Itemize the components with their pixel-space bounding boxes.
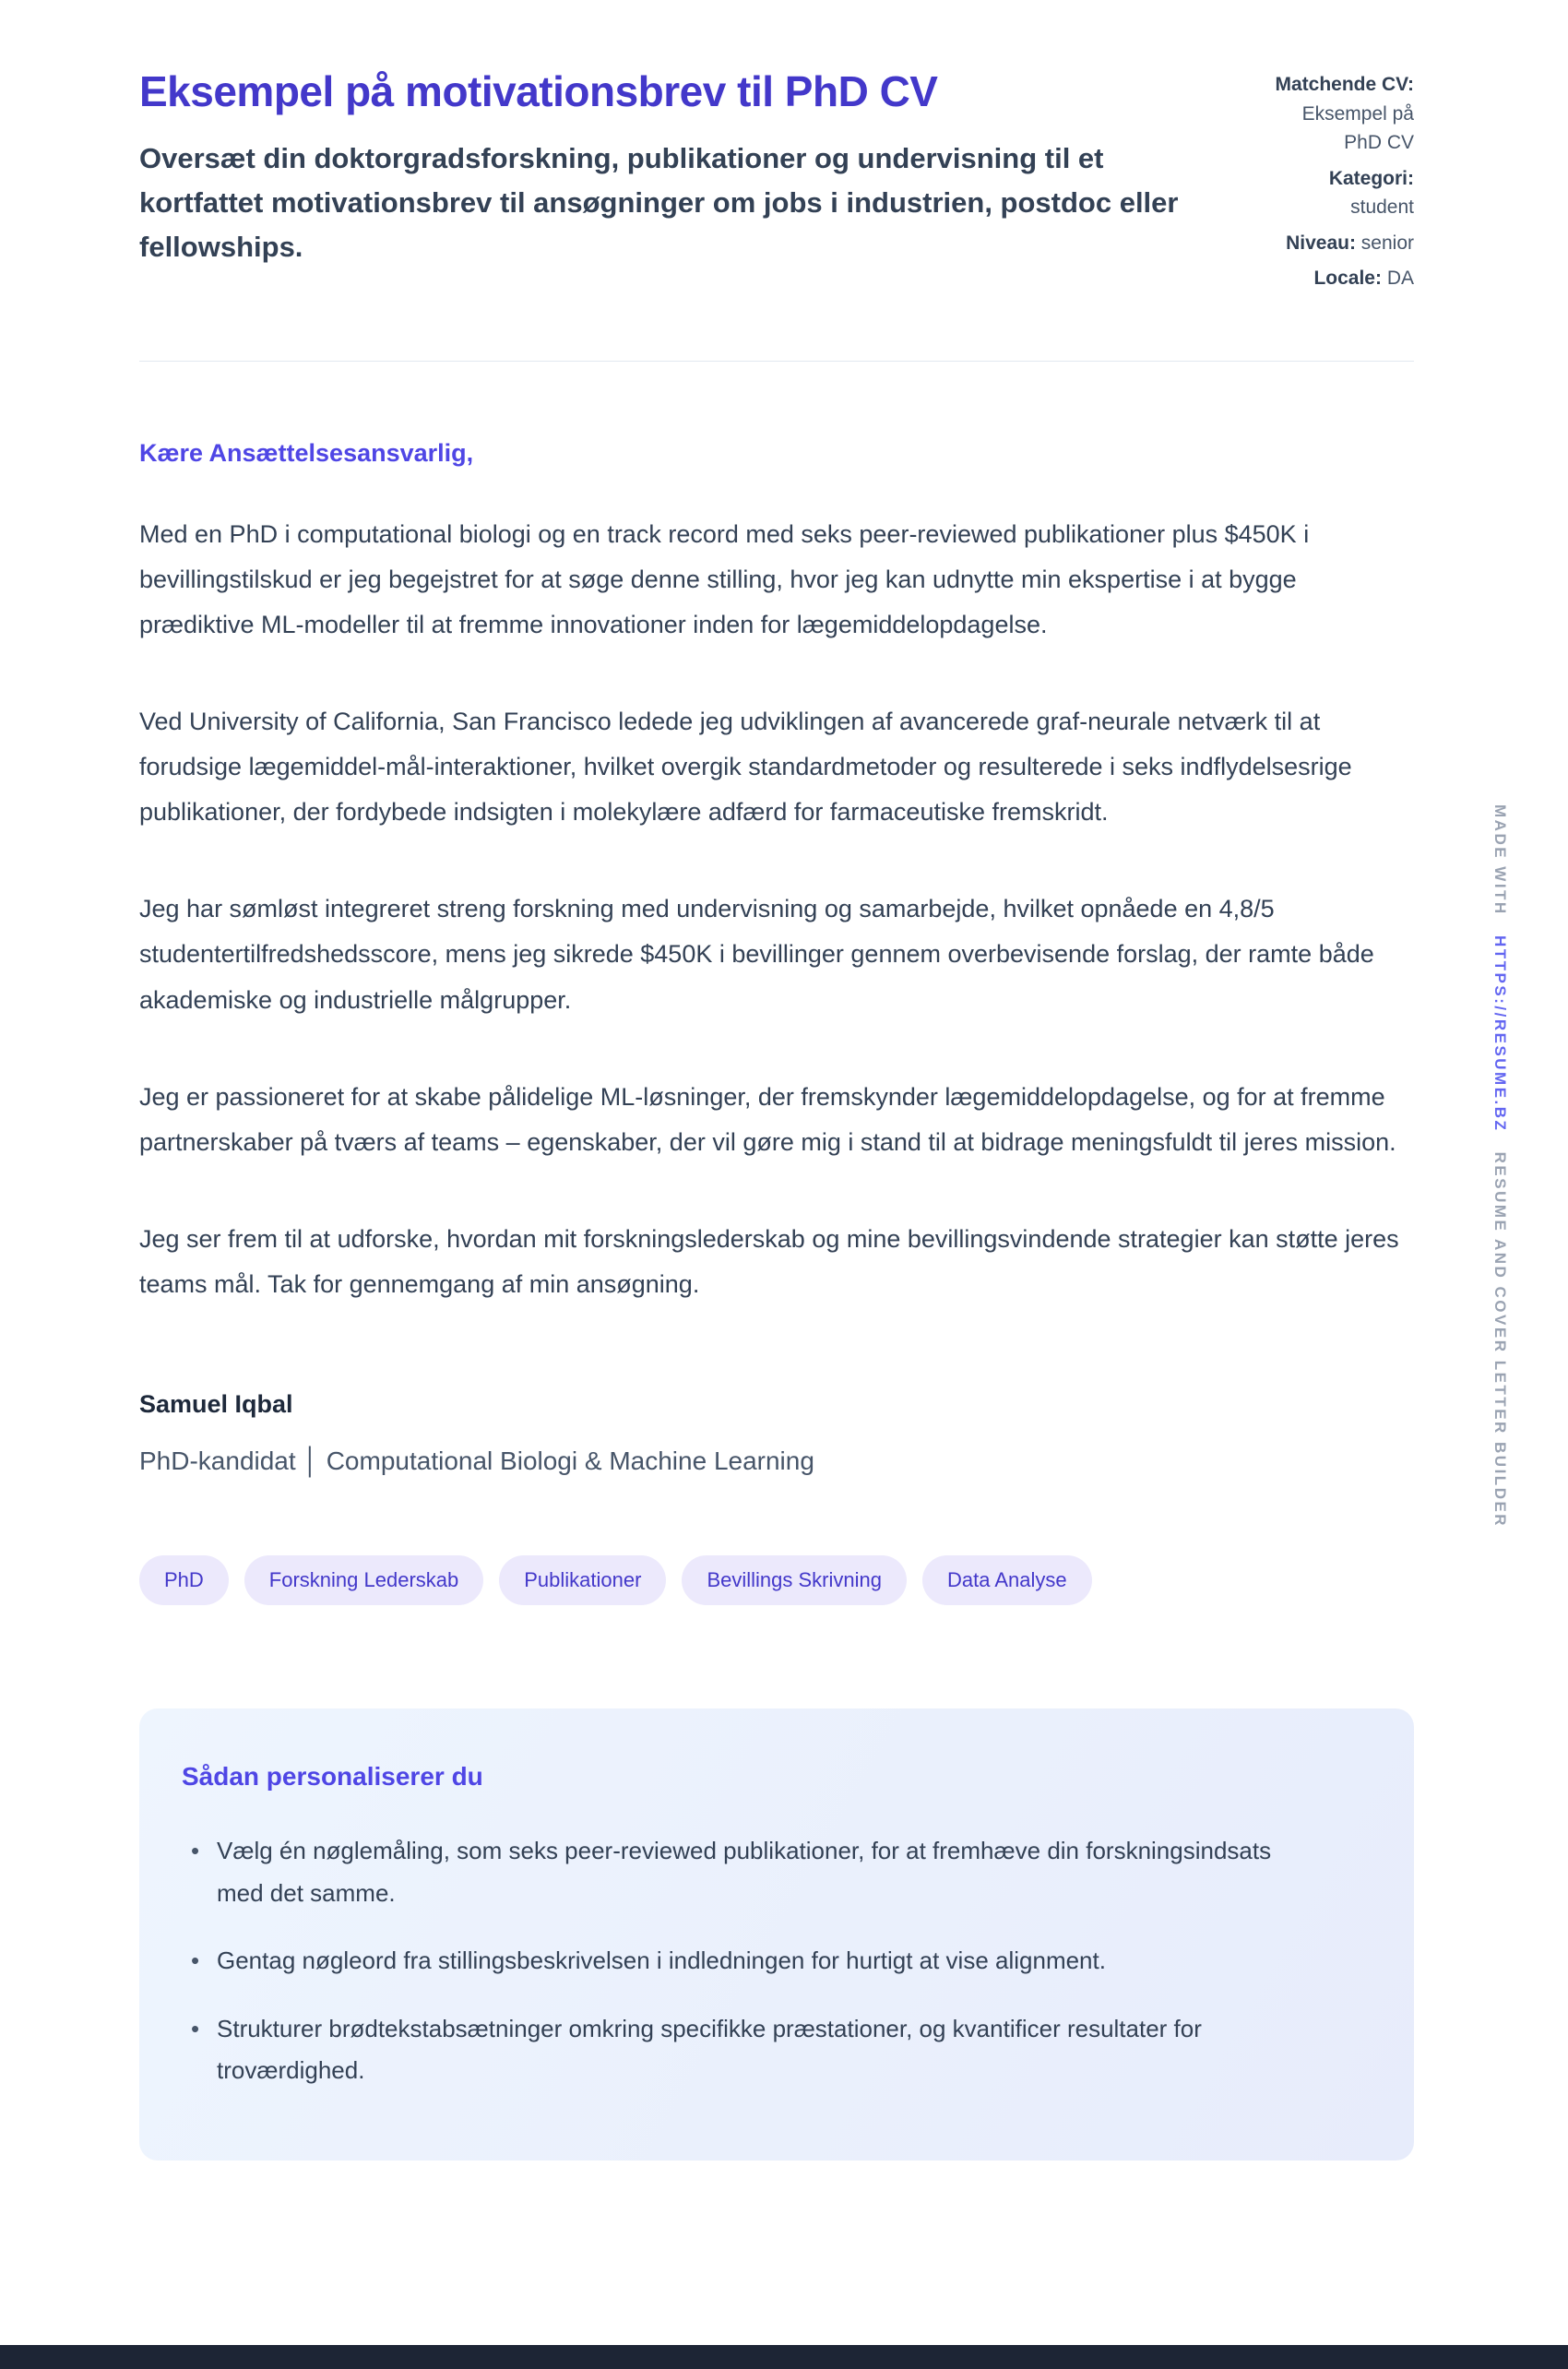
meta-locale xyxy=(1265,264,1414,293)
footer-bar xyxy=(0,2345,1568,2369)
letter-paragraph: Med en PhD i computational biologi og en track record med seks peer-reviewed publikationer plus $450K i bevillingstilskud er jeg begejstret for at søge denne stilling, hvor jeg kan udnytte min ekspertise i at bygge prædiktive ML-modeller til at fremme innovationer inden for lægemiddelopdagelse. xyxy=(139,519,1310,638)
meta-label: Kategori: xyxy=(1328,167,1414,189)
meta-value: student xyxy=(1350,196,1414,218)
tag-pill-phd[interactable]: PhD xyxy=(139,1555,229,1605)
meta-panel xyxy=(1265,66,1414,300)
page-header xyxy=(139,66,1414,300)
meta-label: Matchende CV: xyxy=(1275,74,1414,95)
header-divider xyxy=(139,361,1414,362)
meta-category xyxy=(1265,164,1414,222)
main-content xyxy=(139,0,1414,2161)
letter-paragraph: Jeg er passioneret for at skabe pålidelige ML-løsninger, der fremskynder lægemiddelopdagelse, og for at fremme partnerskaber på tværs af teams – egenskaber, der vil gøre mig i stand til at bidrage meningsfuldt til jeres mission. xyxy=(139,1082,1396,1156)
meta-value: senior xyxy=(1360,232,1414,254)
meta-label: Locale: xyxy=(1313,268,1382,289)
skill-tags xyxy=(139,1555,1414,1605)
meta-value: DA xyxy=(1386,268,1414,289)
watermark-suffix: RESUME AND COVER LETTER BUILDER xyxy=(1491,1151,1509,1529)
signature-title: PhD-kandidat │ Computational Biologi & Machine Learning xyxy=(139,1446,814,1476)
meta-label: Niveau: xyxy=(1286,232,1356,254)
personalization-tips-card xyxy=(139,1708,1414,2161)
meta-level xyxy=(1265,229,1414,258)
letter-paragraph: Jeg har sømløst integreret streng forskning med undervisning og samarbejde, hvilket opnåede en 4,8/5 studentertilfredshedsscore, mens jeg sikrede $450K i bevillinger gennem overbevisende forslag, der ramte både akademiske og industrielle målgrupper. xyxy=(139,895,1374,1014)
tag-pill-forskning-lederskab[interactable]: Forskning Lederskab xyxy=(244,1555,483,1605)
signature-name: Samuel Iqbal xyxy=(139,1390,293,1419)
tip-item: • Vælg én nøglemåling, som seks peer-reviewed publikationer, for at fremhæve din forskningsindsats med det samme. xyxy=(182,1830,1316,1914)
tip-item: • Strukturer brødtekstabsætninger omkring specifikke præstationer, og kvantificer resultater for troværdighed. xyxy=(182,2008,1316,2092)
letter-paragraph: Ved University of California, San Francisco ledede jeg udviklingen af avancerede graf-neurale netværk til at forudsige lægemiddel-mål-interaktioner, hvilket overgik standardmetoder og resulterede i seks indflydelsesrige publikationer, der fordybede indsigten i molekylære adfærd for farmaceutiske fremskridt. xyxy=(139,707,1352,827)
tag-pill-bevillings-skrivning[interactable]: Bevillings Skrivning xyxy=(682,1555,907,1605)
tip-item: • Gentag nøgleord fra stillingsbeskrivelsen i indledningen for hurtigt at vise alignment. xyxy=(182,1940,1316,1982)
letter-salutation: Kære Ansættelsesansvarlig, xyxy=(139,438,474,467)
header-title-block xyxy=(139,66,1218,269)
watermark-prefix: MADE WITH xyxy=(1491,804,1509,916)
page-subtitle: Oversæt din doktorgradsforskning, publikationer og undervisning til et kortfattet motivationsbrev til ansøgninger om jobs i industrien, postdoc eller fellowships. xyxy=(139,142,1179,264)
letter-paragraph: Jeg ser frem til at udforske, hvordan mit forskningslederskab og mine bevillingsvindende strategier kan støtte jeres teams mål. Tak for gennemgang af min ansøgning. xyxy=(139,1224,1399,1298)
tips-title: Sådan personaliserer du xyxy=(182,1762,483,1792)
tag-pill-data-analyse[interactable]: Data Analyse xyxy=(922,1555,1092,1605)
meta-value: Eksempel på PhD CV xyxy=(1301,102,1414,153)
made-with-watermark xyxy=(1491,804,1509,1528)
cover-letter-body xyxy=(139,439,1414,1477)
tag-pill-publikationer[interactable]: Publikationer xyxy=(499,1555,666,1605)
page-title: Eksempel på motivationsbrev til PhD CV xyxy=(139,67,938,115)
tips-list xyxy=(182,1830,1362,2092)
resume-bz-link[interactable]: HTTPS://RESUME.BZ xyxy=(1491,935,1509,1133)
meta-matching-cv xyxy=(1265,70,1414,158)
